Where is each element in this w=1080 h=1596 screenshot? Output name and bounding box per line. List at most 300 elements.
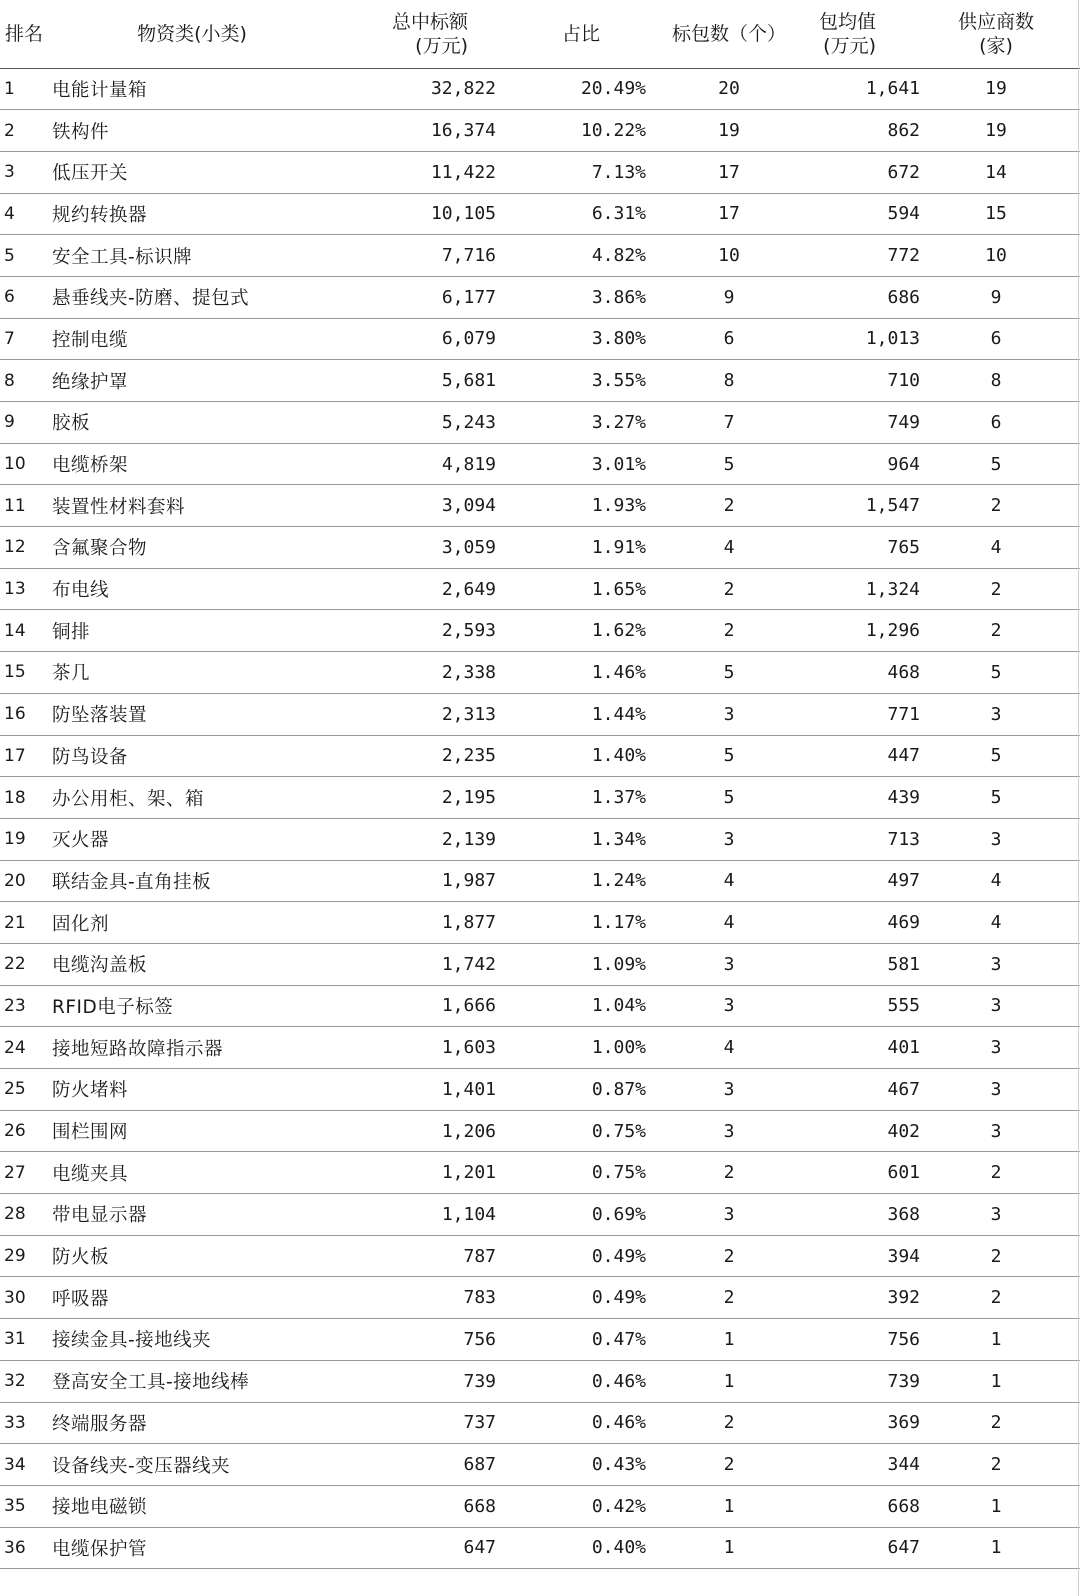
- suppliers-cell: 3: [990, 1037, 1002, 1059]
- average-cell: 394: [887, 1245, 920, 1267]
- average-cell: 668: [887, 1495, 920, 1517]
- table-row: [0, 527, 1080, 569]
- average-cell: 772: [887, 245, 920, 267]
- average-cell: 765: [887, 536, 920, 558]
- total-amount-cell: 737: [463, 1412, 496, 1434]
- category-cell: 电缆夹具: [52, 1163, 129, 1185]
- category-cell: RFID电子标签: [52, 996, 174, 1018]
- category-cell: 低压开关: [52, 163, 129, 185]
- rank-cell: 22: [4, 954, 26, 975]
- rank-cell: 12: [4, 537, 26, 558]
- table-row: [0, 151, 1080, 193]
- total-amount-cell: 2,649: [441, 578, 496, 600]
- total-amount-cell: 787: [463, 1245, 496, 1267]
- rank-cell: 1: [4, 78, 15, 99]
- share-cell: 1.09%: [591, 953, 646, 975]
- rank-cell: 36: [4, 1537, 26, 1558]
- total-amount-cell: 1,666: [441, 995, 496, 1017]
- packages-cell: 1: [723, 1495, 735, 1517]
- average-cell: 439: [887, 787, 920, 809]
- packages-cell: 17: [718, 203, 740, 225]
- rank-cell: 15: [4, 662, 26, 683]
- average-cell: 601: [887, 1162, 920, 1184]
- packages-cell: 3: [723, 953, 735, 975]
- average-cell: 468: [887, 661, 920, 683]
- rank-cell: 18: [4, 787, 26, 808]
- packages-cell: 4: [723, 1037, 735, 1059]
- total-amount-cell: 2,235: [441, 745, 496, 767]
- packages-cell: 3: [723, 1203, 735, 1225]
- average-cell: 756: [887, 1328, 920, 1350]
- table-row: [0, 318, 1080, 360]
- suppliers-cell: 2: [990, 1245, 1002, 1267]
- category-cell: 防火板: [52, 1247, 110, 1269]
- average-cell: 368: [887, 1203, 920, 1225]
- suppliers-cell: 9: [990, 286, 1002, 308]
- total-amount-cell: 16,374: [430, 120, 496, 142]
- rank-cell: 10: [4, 454, 26, 475]
- packages-cell: 5: [723, 745, 735, 767]
- packages-cell: 3: [723, 703, 735, 725]
- header-suppliers-title: 供应商数: [957, 10, 1034, 33]
- share-cell: 20.49%: [580, 78, 646, 100]
- average-cell: 862: [887, 120, 920, 142]
- packages-cell: 5: [723, 787, 735, 809]
- share-cell: 0.46%: [591, 1370, 646, 1392]
- share-cell: 3.55%: [591, 370, 646, 392]
- rank-cell: 30: [4, 1287, 26, 1308]
- table-row: [0, 485, 1080, 527]
- suppliers-cell: 4: [990, 912, 1002, 934]
- category-cell: 电缆桥架: [52, 455, 129, 477]
- suppliers-cell: 1: [990, 1370, 1002, 1392]
- packages-cell: 8: [723, 370, 735, 392]
- rank-cell: 9: [4, 412, 15, 433]
- average-cell: 402: [887, 1120, 920, 1142]
- share-cell: 7.13%: [591, 161, 646, 183]
- category-cell: 固化剂: [52, 913, 110, 935]
- rank-cell: 33: [4, 1412, 26, 1433]
- header-average-unit: (万元): [823, 34, 876, 57]
- suppliers-cell: 3: [990, 953, 1002, 975]
- category-cell: 终端服务器: [52, 1413, 148, 1435]
- total-amount-cell: 739: [463, 1370, 496, 1392]
- packages-cell: 1: [723, 1537, 735, 1559]
- category-cell: 铜排: [52, 621, 91, 643]
- category-cell: 电能计量箱: [52, 79, 148, 101]
- suppliers-cell: 2: [990, 620, 1002, 642]
- table-row: [0, 1194, 1080, 1236]
- category-cell: 接地电磁锁: [52, 1497, 148, 1519]
- average-cell: 497: [887, 870, 920, 892]
- rank-cell: 6: [4, 287, 15, 308]
- packages-cell: 4: [723, 870, 735, 892]
- category-cell: 安全工具-标识牌: [52, 246, 193, 268]
- share-cell: 1.62%: [591, 620, 646, 642]
- table-row: [0, 652, 1080, 694]
- packages-cell: 17: [718, 161, 740, 183]
- category-cell: 防坠落装置: [52, 705, 148, 727]
- packages-cell: 3: [723, 828, 735, 850]
- category-cell: 灭火器: [52, 830, 110, 852]
- table-row: [0, 1402, 1080, 1444]
- table-body: [0, 68, 1080, 1569]
- suppliers-cell: 4: [990, 870, 1002, 892]
- table-row: [0, 1485, 1080, 1527]
- category-cell: 接地短路故障指示器: [52, 1038, 224, 1060]
- share-cell: 0.49%: [591, 1245, 646, 1267]
- suppliers-cell: 2: [990, 495, 1002, 517]
- rank-cell: 28: [4, 1204, 26, 1225]
- total-amount-cell: 1,742: [441, 953, 496, 975]
- header-category: 物资类(小类): [137, 22, 247, 45]
- total-amount-cell: 6,177: [441, 286, 496, 308]
- average-cell: 710: [887, 370, 920, 392]
- share-cell: 0.49%: [591, 1287, 646, 1309]
- suppliers-cell: 3: [990, 828, 1002, 850]
- rank-cell: 20: [4, 870, 26, 891]
- share-cell: 1.40%: [591, 745, 646, 767]
- rank-cell: 11: [4, 495, 26, 516]
- average-cell: 1,324: [865, 578, 920, 600]
- total-amount-cell: 1,877: [441, 912, 496, 934]
- table-row: [0, 985, 1080, 1027]
- category-cell: 设备线夹-变压器线夹: [52, 1455, 231, 1477]
- share-cell: 3.80%: [591, 328, 646, 350]
- table-row: [0, 943, 1080, 985]
- suppliers-cell: 8: [990, 370, 1002, 392]
- suppliers-cell: 2: [990, 1412, 1002, 1434]
- rank-cell: 23: [4, 995, 26, 1016]
- table-row: [0, 193, 1080, 235]
- average-cell: 713: [887, 828, 920, 850]
- header-average: [798, 0, 926, 68]
- category-cell: 规约转换器: [52, 204, 148, 226]
- suppliers-cell: 14: [985, 161, 1007, 183]
- header-average-title: 包均值: [818, 10, 876, 33]
- category-cell: 铁构件: [52, 121, 110, 143]
- table-row: [0, 610, 1080, 652]
- packages-cell: 4: [723, 536, 735, 558]
- share-cell: 1.46%: [591, 661, 646, 683]
- category-cell: 装置性材料套料: [52, 496, 186, 518]
- suppliers-cell: 1: [990, 1328, 1002, 1350]
- average-cell: 392: [887, 1287, 920, 1309]
- total-amount-cell: 1,603: [441, 1037, 496, 1059]
- category-cell: 办公用柜、架、箱: [52, 788, 205, 810]
- packages-cell: 9: [723, 286, 735, 308]
- total-amount-cell: 11,422: [430, 161, 496, 183]
- suppliers-cell: 15: [985, 203, 1007, 225]
- header-row: [0, 0, 1080, 68]
- table-row: [0, 1069, 1080, 1111]
- category-cell: 控制电缆: [52, 329, 129, 351]
- packages-cell: 2: [723, 1454, 735, 1476]
- rank-cell: 24: [4, 1037, 26, 1058]
- header-rank: 排名: [5, 22, 44, 45]
- average-cell: 1,296: [865, 620, 920, 642]
- share-cell: 1.91%: [591, 536, 646, 558]
- packages-cell: 2: [723, 495, 735, 517]
- suppliers-cell: 1: [990, 1495, 1002, 1517]
- share-cell: 6.31%: [591, 203, 646, 225]
- total-amount-cell: 7,716: [441, 245, 496, 267]
- average-cell: 594: [887, 203, 920, 225]
- category-cell: 接续金具-接地线夹: [52, 1330, 212, 1352]
- table-row: [0, 110, 1080, 152]
- total-amount-cell: 2,139: [441, 828, 496, 850]
- rank-cell: 31: [4, 1329, 26, 1350]
- packages-cell: 2: [723, 620, 735, 642]
- packages-cell: 20: [718, 78, 740, 100]
- table-row: [0, 235, 1080, 277]
- suppliers-cell: 19: [985, 78, 1007, 100]
- category-cell: 电缆沟盖板: [52, 955, 148, 977]
- total-amount-cell: 5,243: [441, 411, 496, 433]
- table-row: [0, 1027, 1080, 1069]
- suppliers-cell: 3: [990, 1078, 1002, 1100]
- rank-cell: 5: [4, 245, 15, 266]
- packages-cell: 2: [723, 578, 735, 600]
- suppliers-cell: 5: [990, 745, 1002, 767]
- category-cell: 含氟聚合物: [52, 538, 148, 560]
- packages-cell: 3: [723, 1078, 735, 1100]
- packages-cell: 5: [723, 661, 735, 683]
- share-cell: 0.69%: [591, 1203, 646, 1225]
- suppliers-cell: 3: [990, 995, 1002, 1017]
- packages-cell: 4: [723, 912, 735, 934]
- header-total-amount-unit: (万元): [415, 34, 468, 57]
- table-row: [0, 443, 1080, 485]
- average-cell: 467: [887, 1078, 920, 1100]
- table-row: [0, 1277, 1080, 1319]
- table-row: [0, 276, 1080, 318]
- average-cell: 369: [887, 1412, 920, 1434]
- share-cell: 1.00%: [591, 1037, 646, 1059]
- rank-cell: 34: [4, 1454, 26, 1475]
- table-row: [0, 1110, 1080, 1152]
- header-share: 占比: [561, 22, 600, 45]
- total-amount-cell: 2,593: [441, 620, 496, 642]
- share-cell: 3.27%: [591, 411, 646, 433]
- total-amount-cell: 668: [463, 1495, 496, 1517]
- header-suppliers-unit: (家): [979, 34, 1013, 57]
- category-cell: 围栏围网: [52, 1122, 129, 1144]
- packages-cell: 10: [718, 245, 740, 267]
- suppliers-cell: 10: [985, 245, 1007, 267]
- table-row: [0, 902, 1080, 944]
- total-amount-cell: 647: [463, 1537, 496, 1559]
- total-amount-cell: 10,105: [430, 203, 496, 225]
- average-cell: 964: [887, 453, 920, 475]
- average-cell: 447: [887, 745, 920, 767]
- total-amount-cell: 4,819: [441, 453, 496, 475]
- share-cell: 0.46%: [591, 1412, 646, 1434]
- rank-cell: 16: [4, 704, 26, 725]
- rank-cell: 29: [4, 1246, 26, 1267]
- suppliers-cell: 6: [990, 411, 1002, 433]
- total-amount-cell: 1,206: [441, 1120, 496, 1142]
- share-cell: 0.75%: [591, 1162, 646, 1184]
- average-cell: 1,547: [865, 495, 920, 517]
- table-row: [0, 1444, 1080, 1486]
- rank-cell: 13: [4, 579, 26, 600]
- packages-cell: 1: [723, 1328, 735, 1350]
- share-cell: 4.82%: [591, 245, 646, 267]
- rank-cell: 14: [4, 620, 26, 641]
- share-cell: 1.34%: [591, 828, 646, 850]
- rank-cell: 2: [4, 120, 15, 141]
- table-row: [0, 1235, 1080, 1277]
- table-row: [0, 1527, 1080, 1569]
- share-cell: 1.04%: [591, 995, 646, 1017]
- category-cell: 胶板: [52, 413, 91, 435]
- average-cell: 555: [887, 995, 920, 1017]
- rank-cell: 32: [4, 1371, 26, 1392]
- table-row: [0, 360, 1080, 402]
- suppliers-cell: 5: [990, 787, 1002, 809]
- packages-cell: 2: [723, 1245, 735, 1267]
- right-border: [1078, 0, 1079, 1596]
- rank-cell: 25: [4, 1079, 26, 1100]
- average-cell: 686: [887, 286, 920, 308]
- share-cell: 0.87%: [591, 1078, 646, 1100]
- share-cell: 10.22%: [580, 120, 646, 142]
- header-total-amount: [340, 0, 502, 68]
- total-amount-cell: 2,313: [441, 703, 496, 725]
- rank-cell: 8: [4, 370, 15, 391]
- packages-cell: 19: [718, 120, 740, 142]
- total-amount-cell: 3,094: [441, 495, 496, 517]
- suppliers-cell: 2: [990, 1454, 1002, 1476]
- total-amount-cell: 783: [463, 1287, 496, 1309]
- packages-cell: 2: [723, 1412, 735, 1434]
- table-row: [0, 735, 1080, 777]
- total-amount-cell: 2,195: [441, 787, 496, 809]
- total-amount-cell: 1,104: [441, 1203, 496, 1225]
- average-cell: 344: [887, 1454, 920, 1476]
- total-amount-cell: 687: [463, 1454, 496, 1476]
- suppliers-cell: 5: [990, 453, 1002, 475]
- suppliers-cell: 5: [990, 661, 1002, 683]
- suppliers-cell: 4: [990, 536, 1002, 558]
- rank-cell: 17: [4, 745, 26, 766]
- total-amount-cell: 1,201: [441, 1162, 496, 1184]
- share-cell: 1.93%: [591, 495, 646, 517]
- rank-cell: 3: [4, 162, 15, 183]
- share-cell: 1.65%: [591, 578, 646, 600]
- average-cell: 739: [887, 1370, 920, 1392]
- share-cell: 0.43%: [591, 1454, 646, 1476]
- category-cell: 呼吸器: [52, 1288, 110, 1310]
- share-cell: 0.47%: [591, 1328, 646, 1350]
- table-row: [0, 68, 1080, 110]
- suppliers-cell: 3: [990, 1203, 1002, 1225]
- header-total-amount-title: 总中标额: [391, 10, 468, 33]
- suppliers-cell: 19: [985, 120, 1007, 142]
- category-cell: 防火堵料: [52, 1080, 129, 1102]
- share-cell: 3.86%: [591, 286, 646, 308]
- category-cell: 带电显示器: [52, 1205, 148, 1227]
- suppliers-cell: 2: [990, 578, 1002, 600]
- share-cell: 0.75%: [591, 1120, 646, 1142]
- rank-cell: 27: [4, 1162, 26, 1183]
- rank-cell: 35: [4, 1496, 26, 1517]
- total-amount-cell: 5,681: [441, 370, 496, 392]
- header-packages: 标包数（个）: [671, 22, 786, 45]
- suppliers-cell: 2: [990, 1162, 1002, 1184]
- table-row: [0, 1360, 1080, 1402]
- category-cell: 悬垂线夹-防磨、提包式: [52, 288, 250, 310]
- share-cell: 1.44%: [591, 703, 646, 725]
- total-amount-cell: 32,822: [430, 78, 496, 100]
- suppliers-cell: 1: [990, 1537, 1002, 1559]
- category-cell: 防鸟设备: [52, 746, 129, 768]
- table-row: [0, 1319, 1080, 1361]
- average-cell: 672: [887, 161, 920, 183]
- average-cell: 1,013: [865, 328, 920, 350]
- category-cell: 茶几: [52, 663, 91, 685]
- rank-cell: 4: [4, 203, 15, 224]
- table-row: [0, 693, 1080, 735]
- packages-cell: 3: [723, 1120, 735, 1142]
- rank-cell: 26: [4, 1121, 26, 1142]
- category-cell: 布电线: [52, 580, 110, 602]
- suppliers-cell: 6: [990, 328, 1002, 350]
- share-cell: 1.24%: [591, 870, 646, 892]
- average-cell: 749: [887, 411, 920, 433]
- table-row: [0, 402, 1080, 444]
- total-amount-cell: 1,987: [441, 870, 496, 892]
- total-amount-cell: 2,338: [441, 661, 496, 683]
- share-cell: 1.17%: [591, 912, 646, 934]
- suppliers-cell: 3: [990, 1120, 1002, 1142]
- share-cell: 1.37%: [591, 787, 646, 809]
- category-cell: 绝缘护罩: [52, 371, 129, 393]
- average-cell: 581: [887, 953, 920, 975]
- category-cell: 登高安全工具-接地线棒: [52, 1372, 250, 1394]
- table-row: [0, 1152, 1080, 1194]
- total-amount-cell: 1,401: [441, 1078, 496, 1100]
- packages-cell: 3: [723, 995, 735, 1017]
- table-row: [0, 777, 1080, 819]
- table-row: [0, 860, 1080, 902]
- average-cell: 771: [887, 703, 920, 725]
- table-row: [0, 818, 1080, 860]
- rank-cell: 7: [4, 328, 15, 349]
- header-suppliers: [926, 0, 1080, 68]
- average-cell: 469: [887, 912, 920, 934]
- table-header: [0, 0, 1080, 68]
- suppliers-cell: 2: [990, 1287, 1002, 1309]
- packages-cell: 1: [723, 1370, 735, 1392]
- suppliers-cell: 3: [990, 703, 1002, 725]
- average-cell: 1,641: [865, 78, 920, 100]
- table-row: [0, 568, 1080, 610]
- average-cell: 647: [887, 1537, 920, 1559]
- total-amount-cell: 3,059: [441, 536, 496, 558]
- packages-cell: 2: [723, 1287, 735, 1309]
- packages-cell: 2: [723, 1162, 735, 1184]
- category-cell: 电缆保护管: [52, 1538, 148, 1560]
- category-cell: 联结金具-直角挂板: [52, 871, 212, 893]
- total-amount-cell: 6,079: [441, 328, 496, 350]
- rank-cell: 19: [4, 829, 26, 850]
- packages-cell: 6: [723, 328, 735, 350]
- average-cell: 401: [887, 1037, 920, 1059]
- total-amount-cell: 756: [463, 1328, 496, 1350]
- packages-cell: 5: [723, 453, 735, 475]
